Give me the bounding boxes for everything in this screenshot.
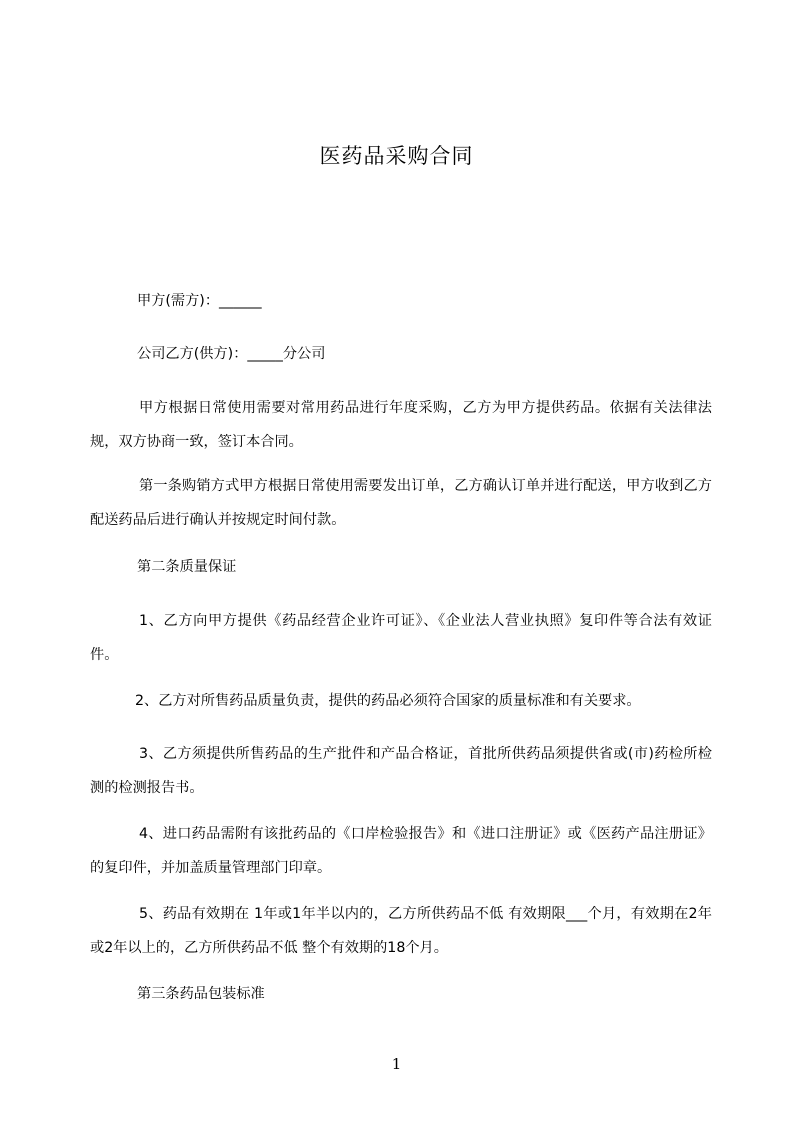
quality-item-2: 2、乙方对所售药品质量负责，提供的药品必须符合国家的质量标准和有关要求。 bbox=[135, 693, 641, 709]
party-b-line: 公司乙方(供方)：_____分公司 bbox=[137, 346, 326, 362]
page-number: 1 bbox=[391, 1055, 402, 1073]
article-2-heading: 第二条质量保证 bbox=[137, 559, 237, 575]
quality-item-5: 5、药品有效期在 1年或1年半以内的，乙方所供药品不低 有效期限___个月，有效期在2年或2年以上的，乙方所供药品不低 整个有效期的18个月。 bbox=[90, 906, 712, 956]
article-1-paragraph: 第一条购销方式甲方根据日常使用需要发出订单，乙方确认订单并进行配送，甲方收到乙方配送药品后进行确认并按规定时间付款。 bbox=[90, 478, 712, 528]
party-a-line: 甲方(需方)：______ bbox=[137, 293, 262, 309]
preamble-paragraph: 甲方根据日常使用需要对常用药品进行年度采购，乙方为甲方提供药品。依据有关法律法规，双方协商一致，签订本合同。 bbox=[90, 400, 712, 450]
quality-item-3: 3、乙方须提供所售药品的生产批件和产品合格证，首批所供药品须提供省或(市)药检所检测的检测报告书。 bbox=[90, 746, 712, 796]
document-title: 医药品采购合同 bbox=[319, 144, 474, 168]
quality-item-1: 1、乙方向甲方提供《药品经营企业许可证》、《企业法人营业执照》复印件等合法有效证件。 bbox=[90, 613, 712, 663]
article-3-heading: 第三条药品包装标准 bbox=[137, 986, 265, 1002]
quality-item-4: 4、进口药品需附有该批药品的《口岸检验报告》和《进口注册证》或《医药产品注册证》的复印件，并加盖质量管理部门印章。 bbox=[90, 826, 712, 876]
